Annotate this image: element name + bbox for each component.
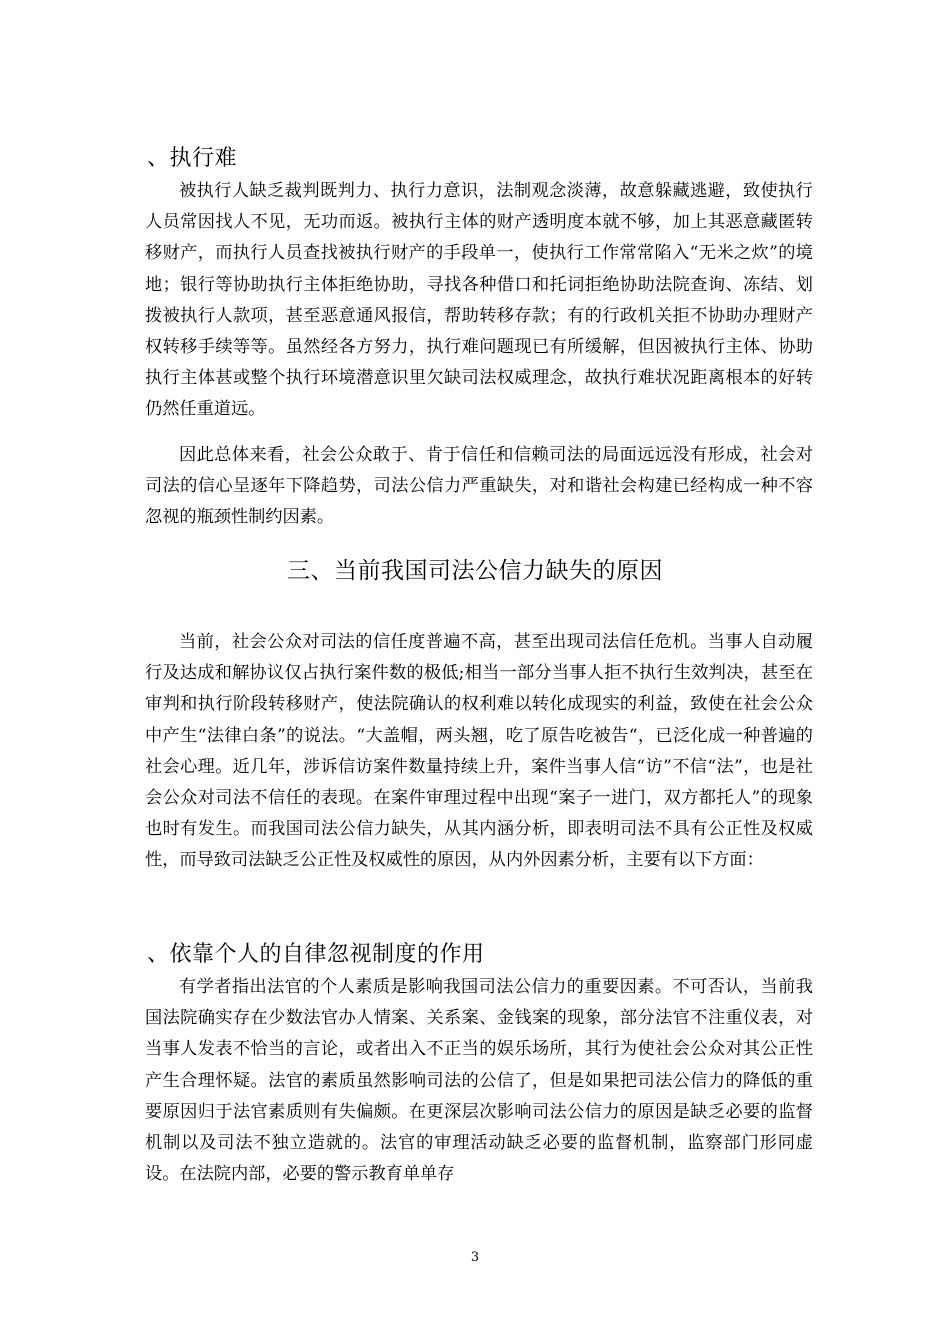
paragraph-causes-intro: 当前，社会公众对司法的信任度普遍不高，甚至出现司法信任危机。当事人自动履行及达成和解协议仅占执行案件数的极低;相当一部分当事人拒不执行生效判决，甚至在审判和执行阶段转移财产，使法院确认的权利难以转化成现实的利益，致使在社会公众中产生“法律白条”的说法。“大盖帽，两头翘，吃了原告吃被告“，已泛化成一种普遍的社会心理。近几年，涉诉信访案件数量持续上升，案件当事人信“访”不信“法”，也是社会公众对司法不信任的表现。在案件审理过程中出现“案子一进门，双方都托人”的现象也时有发生。而我国司法公信力缺失，从其内涵分析，即表明司法不具有公正性及权威性，而导致司法缺乏公正性及权威性的原因，从内外因素分析，主要有以下方面： <box>145 632 813 871</box>
paragraph-overall-summary: 因此总体来看，社会公众敢于、肯于信任和信赖司法的局面远远没有形成，社会对司法的信心呈逐年下降趋势，司法公信力严重缺失，对和谐社会构建已经构成一种不容忽视的瓶颈性制约因素。 <box>145 445 813 528</box>
paragraph-enforcement-difficulty: 被执行人缺乏裁判既判力、执行力意识，法制观念淡薄，故意躲藏逃避，致使执行人员常因找人不见，无功而返。被执行主体的财产透明度本就不够，加上其恶意藏匿转移财产，而执行人员查找被执行财产的手段单一，使执行工作常常陷入“无米之炊”的境地；银行等协助执行主体拒绝协助，寻找各种借口和托词拒绝协助法院查询、冻结、划拨被执行人款项，甚至恶意通风报信，帮助转移存款；有的行政机关拒不协助办理财产权转移手续等等。虽然经各方努力，执行难问题现已有所缓解，但因被执行主体、协助执行主体甚或整个执行环境潜意识里欠缺司法权威理念，故执行难状况距离根本的好转仍然任重道远。 <box>145 181 813 420</box>
chapter-heading-causes: 三、当前我国司法公信力缺失的原因 <box>287 558 663 584</box>
section-heading-self-discipline: 、依靠个人的自律忽视制度的作用 <box>147 942 485 967</box>
page-number: 3 <box>470 1250 480 1265</box>
section-heading-enforcement-difficulty: 、执行难 <box>147 146 238 171</box>
paragraph-self-discipline: 有学者指出法官的个人素质是影响我国司法公信力的重要因素。不可否认，当前我国法院确实存在少数法官办人情案、关系案、金钱案的现象，部分法官不注重仪表，对当事人发表不恰当的言论，或者出入不正当的娱乐场所，其行为使社会公众对其公正性产生合理怀疑。法官的素质虽然影响司法的公信了，但是如果把司法公信力的降低的重要原因归于法官素质则有失偏颇。在更深层次影响司法公信力的原因是缺乏必要的监督机制以及司法不独立造就的。法官的审理活动缺乏必要的监督机制，监察部门形同虚设。在法院内部，必要的警示教育单单存 <box>145 977 813 1185</box>
